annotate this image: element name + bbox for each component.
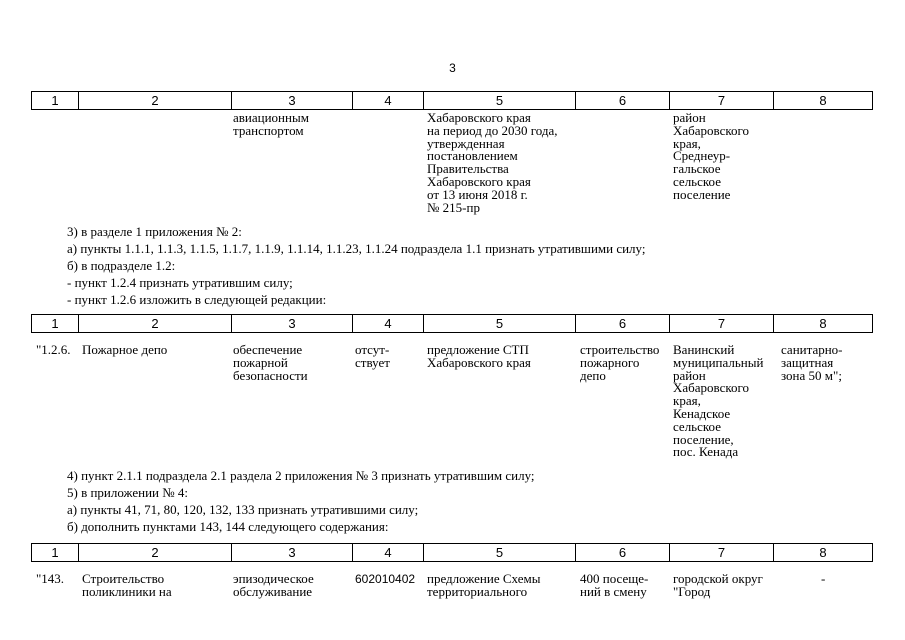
column-header: 1 [32, 315, 79, 333]
cell-basis: Хабаровского края на период до 2030 года, утвержденная постановлением Правительства Хабаровского края от 13 июня 2018 г. № 215-пр [427, 110, 558, 215]
column-header: 8 [774, 544, 873, 562]
cell-code: 602010402 [355, 572, 416, 586]
paragraph: 4) пункт 2.1.1 подраздела 2.1 раздела 2 приложения № 3 признать утратившим силу; [67, 468, 535, 483]
column-header: 7 [670, 92, 774, 110]
cell-purpose: авиационным транспортом [233, 110, 309, 138]
cell-zone: - [821, 571, 826, 586]
cell-basis: предложение Схемы территориального [427, 571, 541, 599]
column-header: 3 [232, 92, 353, 110]
column-header: 4 [353, 92, 424, 110]
column-header-table [31, 314, 873, 333]
cell-location: район Хабаровского края, Среднеур- гальское сельское поселение [673, 110, 750, 202]
cell-characteristics: строительство пожарного депо [580, 342, 660, 383]
paragraph: а) пункты 1.1.1, 1.1.3, 1.1.5, 1.1.7, 1.1.9, 1.1.14, 1.1.23, 1.1.24 подраздела 1.1 признать утратившими силу; [67, 241, 646, 256]
cell-basis: предложение СТП Хабаровского края [427, 342, 531, 370]
column-header: 3 [232, 544, 353, 562]
column-header-table [31, 543, 873, 562]
column-header-row [32, 544, 873, 562]
column-header: 2 [79, 544, 232, 562]
paragraph: - пункт 1.2.6 изложить в следующей редакции: [67, 292, 327, 307]
paragraph: б) дополнить пунктами 143, 144 следующего содержания: [67, 519, 389, 534]
cell-zone: санитарно- защитная зона 50 м"; [781, 342, 843, 383]
paragraph: - пункт 1.2.4 признать утратившим силу; [67, 275, 293, 290]
cell-code: отсут- ствует [355, 342, 390, 370]
cell-characteristics: 400 посеще- ний в смену [580, 571, 649, 599]
cell-name: Строительство поликлиники на [82, 571, 172, 599]
column-header: 2 [79, 315, 232, 333]
column-header-table [31, 91, 873, 110]
column-header: 8 [774, 315, 873, 333]
cell-location: городской округ "Город [673, 571, 763, 599]
column-header-row [32, 92, 873, 110]
column-header: 4 [353, 544, 424, 562]
paragraph: а) пункты 41, 71, 80, 120, 132, 133 признать утратившими силу; [67, 502, 419, 517]
cell-location: Ванинский муниципальный район Хабаровского края, Кенадское сельское поселение, пос. Кенада [673, 342, 764, 460]
cell-name: Пожарное депо [82, 342, 168, 357]
table-row [31, 110, 873, 215]
column-header: 7 [670, 544, 774, 562]
column-header: 1 [32, 92, 79, 110]
cell-number: "143. [36, 571, 65, 586]
column-header: 2 [79, 92, 232, 110]
paragraph: 5) в приложении № 4: [67, 485, 189, 500]
paragraph: б) в подразделе 1.2: [67, 258, 176, 273]
paragraph: 3) в разделе 1 приложения № 2: [67, 224, 242, 239]
column-header: 5 [424, 544, 576, 562]
page-number: 3 [449, 61, 456, 75]
cell-purpose: обеспечение пожарной безопасности [233, 342, 308, 383]
column-header: 5 [424, 92, 576, 110]
column-header: 6 [576, 92, 670, 110]
column-header: 4 [353, 315, 424, 333]
column-header: 3 [232, 315, 353, 333]
cell-number: "1.2.6. [36, 342, 71, 357]
table-row [31, 342, 873, 460]
column-header: 6 [576, 315, 670, 333]
column-header: 1 [32, 544, 79, 562]
column-header-row [32, 315, 873, 333]
column-header: 8 [774, 92, 873, 110]
column-header: 7 [670, 315, 774, 333]
table-row [31, 571, 873, 599]
cell-purpose: эпизодическое обслуживание [233, 571, 314, 599]
column-header: 6 [576, 544, 670, 562]
column-header: 5 [424, 315, 576, 333]
